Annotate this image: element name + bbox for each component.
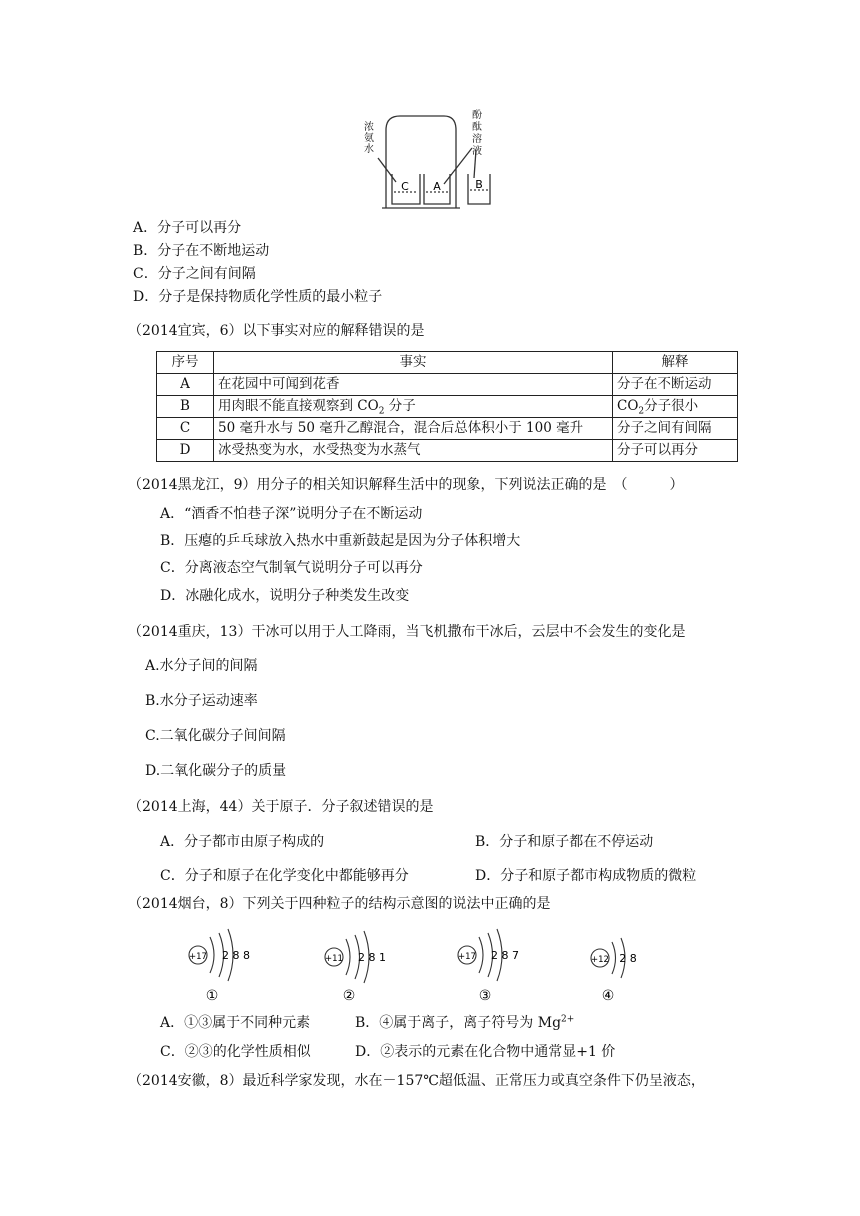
q5-option-c: C．②③的化学性质相似: [160, 1044, 311, 1060]
svg-text:+11: +11: [325, 954, 343, 964]
svg-text:2 8 7: 2 8 7: [491, 949, 519, 962]
q1-stem: （2014宜宾，6）以下事实对应的解释错误的是: [128, 323, 425, 339]
row-num: C: [157, 418, 214, 440]
particle-diagrams: [180, 924, 640, 1006]
q2-stem: （2014黑龙江，9）用分子的相关知识解释生活中的现象，下列说法正确的是 （ ）: [128, 477, 684, 493]
q5-option-b: B．④属于离子，离子符号为 $Mg^{2+}$: [355, 1014, 575, 1031]
row-exp: $CO_2$分子很小: [613, 396, 738, 418]
svg-text:B: B: [475, 178, 483, 191]
left-vertical-label: 浓氨水: [364, 122, 374, 155]
table-row: [157, 418, 738, 440]
row-fact: 用肉眼不能直接观察到 $CO_2$ 分子: [214, 396, 613, 418]
right-vertical-label: 酚酞溶液: [472, 110, 482, 157]
svg-text:+17: +17: [458, 952, 476, 962]
q0-option-d: D．分子是保持物质化学性质的最小粒子: [133, 289, 383, 305]
svg-text:④: ④: [601, 988, 615, 1004]
q2-option-d: D．冰融化成水，说明分子种类发生改变: [160, 588, 410, 604]
q2-option-a: A．“酒香不怕巷子深”说明分子在不断运动: [160, 506, 423, 522]
svg-text:②: ②: [342, 988, 356, 1004]
q0-option-c: C．分子之间有间隔: [133, 266, 256, 282]
row-num: D: [157, 440, 214, 462]
q6-stem: （2014安徽，8）最近科学家发现，水在－157℃超低温、正常压力或真空条件下仍呈液态，: [128, 1073, 705, 1089]
q5-option-a: A．①③属于不同种元素: [160, 1015, 311, 1031]
q3-option-b: B.水分子运动速率: [145, 693, 258, 709]
svg-text:③: ③: [478, 988, 492, 1004]
q4-option-c: C．分子和原子在化学变化中都能够再分: [160, 868, 409, 884]
table-row: [157, 374, 738, 396]
svg-text:2 8 8: 2 8 8: [222, 949, 250, 962]
header-num: 序号: [157, 352, 214, 374]
q4-option-d: D．分子和原子都市构成物质的微粒: [475, 868, 697, 884]
q0-option-a: A．分子可以再分: [133, 220, 242, 236]
svg-text:2 8 1: 2 8 1: [358, 951, 386, 964]
q4-stem: （2014上海，44）关于原子．分子叙述错误的是: [128, 799, 434, 815]
table-row: [157, 396, 738, 418]
q4-option-a: A．分子都市由原子构成的: [160, 834, 325, 850]
row-exp: 分子之间有间隔: [613, 418, 738, 440]
q4-option-b: B．分子和原子都在不停运动: [475, 834, 654, 850]
svg-text:+12: +12: [591, 955, 609, 965]
row-num: A: [157, 374, 214, 396]
row-fact: 50 毫升水与 50 毫升乙醇混合，混合后总体积小于 100 毫升: [214, 418, 613, 440]
header-fact: 事实: [214, 352, 613, 374]
row-exp: 分子可以再分: [613, 440, 738, 462]
facts-table: [156, 351, 738, 462]
row-fact: 在花园中可闻到花香: [214, 374, 613, 396]
q0-option-b: B．分子在不断地运动: [133, 243, 270, 259]
row-exp: 分子在不断运动: [613, 374, 738, 396]
q5-option-d: D．②表示的元素在化合物中通常显+1 价: [355, 1044, 616, 1060]
svg-text:①: ①: [205, 988, 219, 1004]
header-exp: 解释: [613, 352, 738, 374]
q2-option-b: B．压瘪的乒乓球放入热水中重新鼓起是因为分子体积增大: [160, 533, 521, 549]
table-row: [157, 440, 738, 462]
svg-text:2 8: 2 8: [619, 952, 637, 965]
table-header-row: [157, 352, 738, 374]
row-num: B: [157, 396, 214, 418]
q5-stem: （2014烟台，8）下列关于四种粒子的结构示意图的说法中正确的是: [128, 896, 551, 912]
svg-text:A: A: [433, 180, 441, 193]
q3-option-c: C.二氧化碳分子间间隔: [145, 728, 286, 744]
row-fact: 冰受热变为水，水受热变为水蒸气: [214, 440, 613, 462]
q3-stem: （2014重庆，13）干冰可以用于人工降雨，当飞机撒布干冰后，云层中不会发生的变化是: [128, 624, 686, 640]
svg-text:C: C: [401, 180, 409, 193]
q3-option-d: D.二氧化碳分子的质量: [145, 763, 287, 779]
q3-option-a: A.水分子间的间隔: [145, 658, 258, 674]
q2-option-c: C．分离液态空气制氧气说明分子可以再分: [160, 560, 423, 576]
svg-text:+17: +17: [189, 952, 207, 962]
